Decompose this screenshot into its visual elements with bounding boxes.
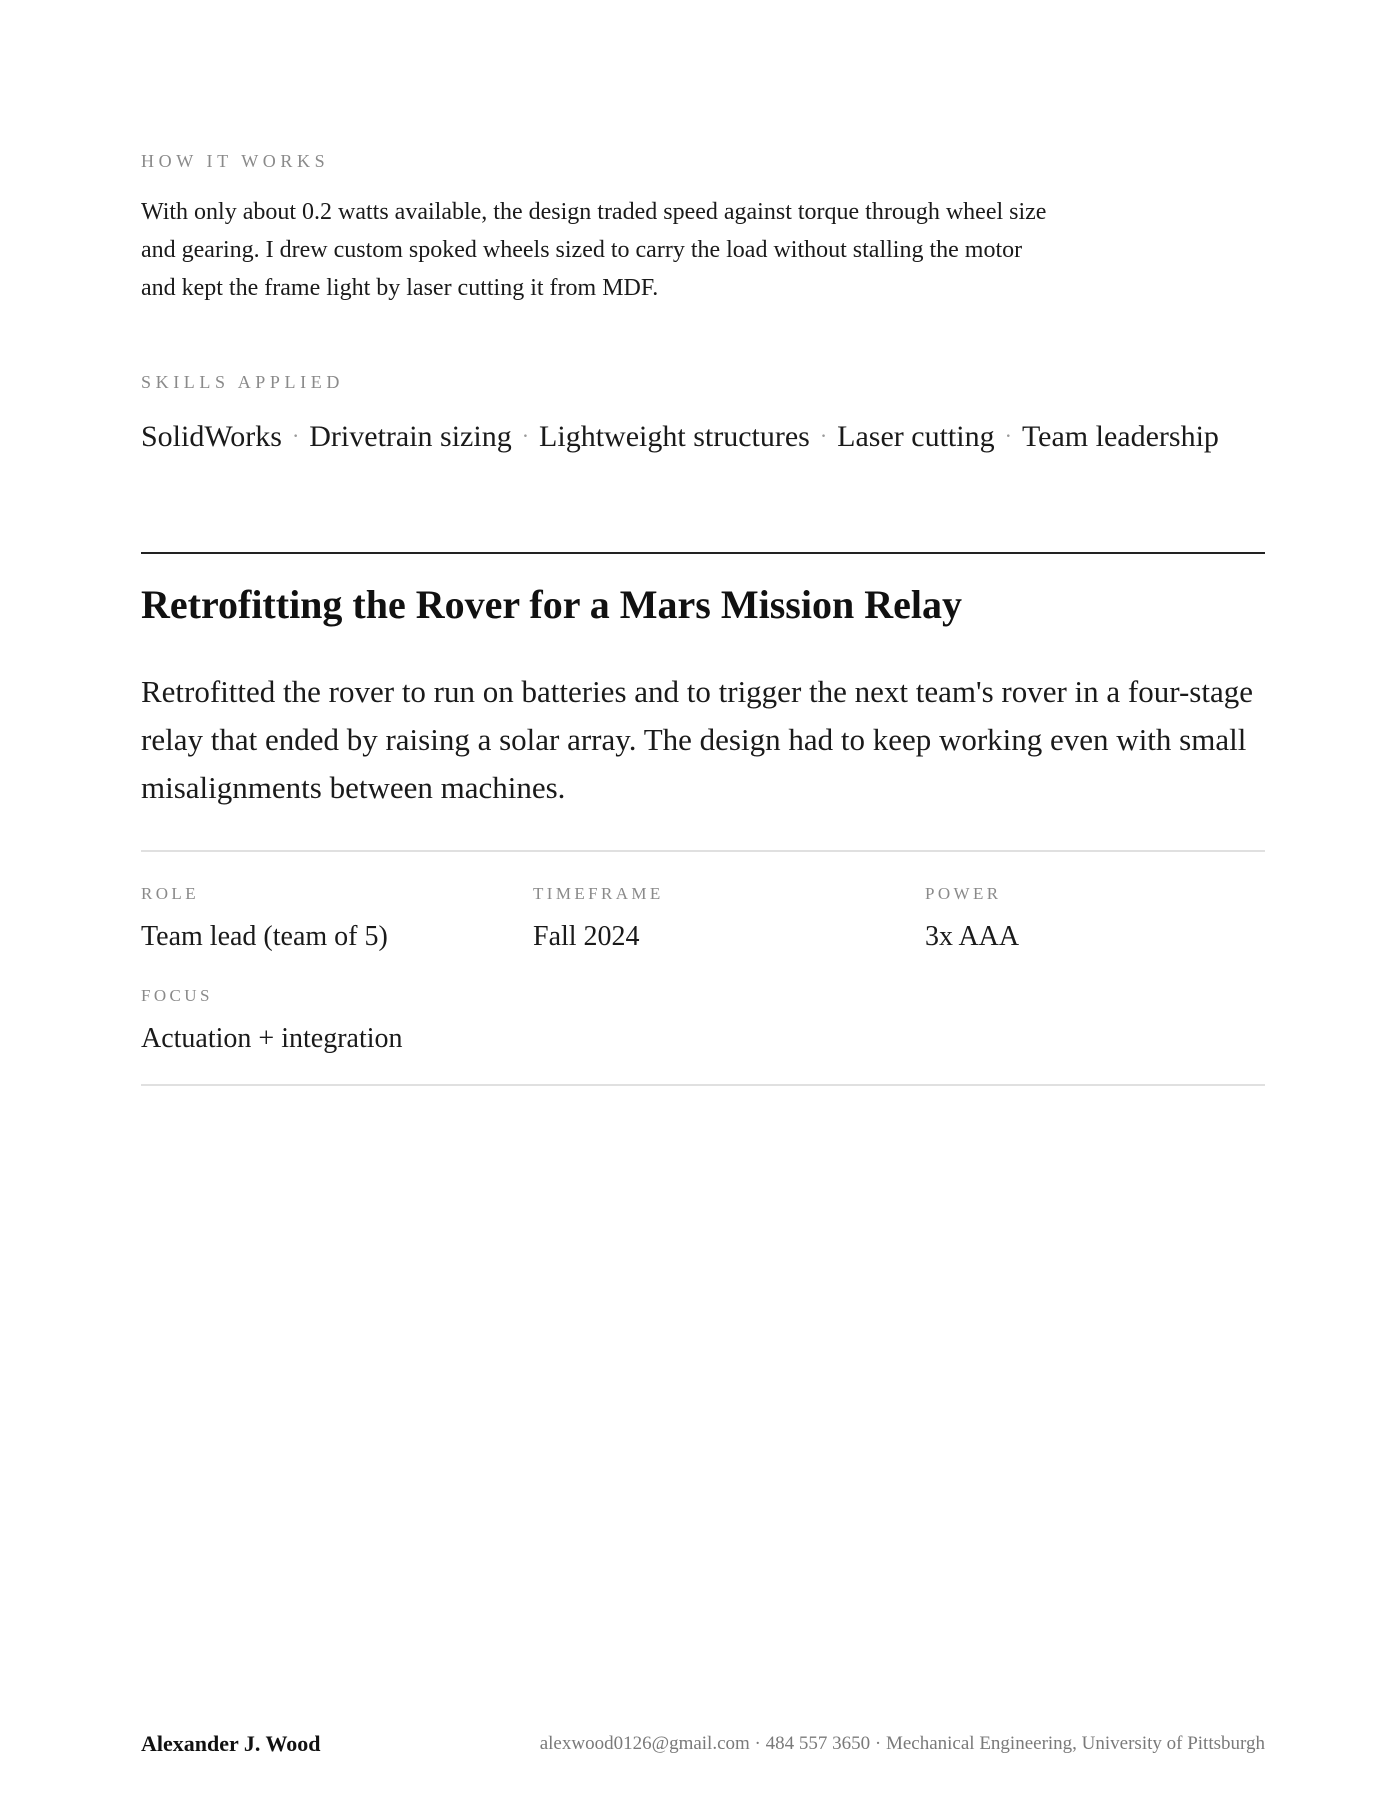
meta-power bbox=[925, 885, 1019, 954]
meta-role-value: Team lead (team of 5) bbox=[141, 921, 388, 952]
project-title: Retrofitting the Rover for a Mars Mission Relay bbox=[141, 582, 962, 627]
meta-power-value: 3x AAA bbox=[925, 921, 1020, 952]
how-it-works-body: With only about 0.2 watts available, the design traded speed against torque through wheel size and gearing. I drew custom spoked wheels sized to carry the load without stalling the motor and kept the frame light by laser cutting it from MDF. bbox=[141, 199, 1047, 301]
meta-timeframe-value: Fall 2024 bbox=[533, 921, 640, 952]
skill-separator: · bbox=[819, 423, 828, 448]
skill-item: SolidWorks bbox=[141, 420, 282, 453]
skill-separator: · bbox=[291, 423, 300, 448]
skill-item: Drivetrain sizing bbox=[309, 420, 512, 453]
project-summary: Retrofitted the rover to run on batteries and to trigger the next team's rover in a four-stage relay that ended by raising a solar array. The design had to keep working even with small misalignments between machines. bbox=[141, 674, 1253, 805]
footer-name: Alexander J. Wood bbox=[141, 1731, 321, 1756]
how-it-works-label: HOW IT WORKS bbox=[141, 151, 330, 171]
meta-role bbox=[141, 885, 388, 954]
meta-focus-value: Actuation + integration bbox=[141, 1023, 403, 1054]
meta-focus bbox=[141, 987, 403, 1056]
skill-item: Lightweight structures bbox=[539, 420, 810, 453]
skill-separator: · bbox=[1004, 423, 1012, 448]
skill-separator: · bbox=[521, 423, 530, 448]
meta-focus-label: FOCUS bbox=[141, 986, 213, 1005]
skills-list bbox=[141, 415, 1219, 461]
meta-role-label: ROLE bbox=[141, 884, 199, 903]
meta-timeframe bbox=[533, 885, 664, 954]
meta-divider-top bbox=[141, 850, 1265, 852]
skill-item: Laser cutting bbox=[837, 420, 995, 453]
meta-timeframe-label: TIMEFRAME bbox=[533, 884, 664, 903]
meta-power-label: POWER bbox=[925, 884, 1002, 903]
skills-applied-label: SKILLS APPLIED bbox=[141, 372, 344, 392]
meta-divider-bottom bbox=[141, 1084, 1265, 1086]
footer-contact: alexwood0126@gmail.com · 484 557 3650 · Mechanical Engineering, University of Pittsburgh bbox=[539, 1733, 1265, 1754]
skill-item: Team leadership bbox=[1021, 420, 1219, 453]
section-divider bbox=[141, 552, 1265, 554]
